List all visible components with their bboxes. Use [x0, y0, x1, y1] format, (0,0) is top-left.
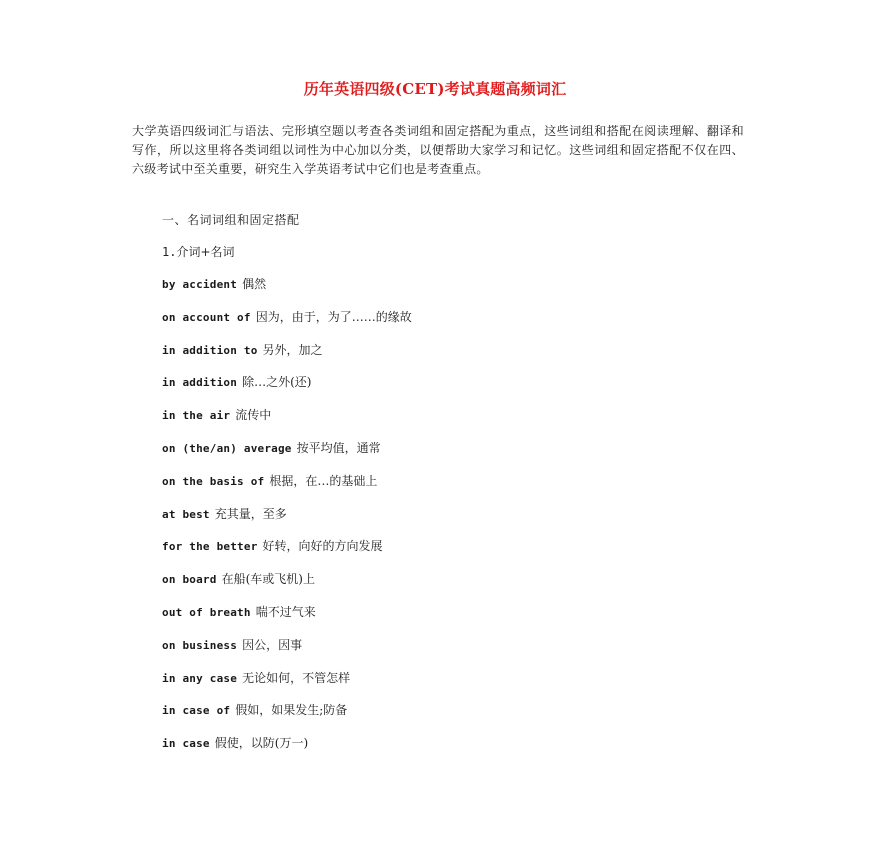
phrase-english: for the better	[162, 540, 258, 554]
phrase-chinese: 假如，如果发生;防备	[235, 703, 348, 718]
phrase-entry	[162, 407, 412, 440]
phrase-entry	[162, 571, 412, 604]
phrase-english: on board	[162, 573, 217, 587]
phrase-english: by accident	[162, 278, 238, 291]
phrase-chinese: 另外，加之	[262, 342, 323, 357]
intro-paragraph: 大学英语四级词汇与语法、完形填空题以考查各类词组和固定搭配为重点，这些词组和搭配在阅读理解、翻译和写作，所以这里将各类词组以词性为中心加以分类，以便帮助大家学习和记忆。这些词组和固定搭配不仅在四、六级考试中至关重要，研究生入学英语考试中它们也是考查重点。	[132, 124, 744, 176]
phrase-entry	[162, 374, 412, 407]
phrase-list	[162, 276, 412, 768]
phrase-entry	[162, 276, 412, 309]
phrase-entry	[162, 735, 412, 768]
phrase-chinese: 假使，以防(万一)	[214, 736, 309, 751]
phrase-chinese: 在船(车或飞机)上	[221, 572, 315, 587]
phrase-english: in any case	[162, 671, 238, 685]
phrase-entry	[162, 309, 412, 342]
phrase-chinese: 因为，由于，为了……的缘故	[255, 309, 412, 324]
phrase-english: in case of	[162, 704, 231, 718]
phrase-english: on the basis of	[162, 474, 265, 488]
subsection-number: 1.	[162, 245, 177, 259]
phrase-english: on account of	[162, 310, 251, 324]
phrase-chinese: 流传中	[235, 408, 272, 423]
subsection-heading	[162, 243, 235, 260]
phrase-chinese: 好转，向好的方向发展	[262, 539, 383, 554]
document-title: 历年英语四级(CET)考试真题高频词汇	[303, 80, 567, 98]
phrase-english: in addition	[162, 376, 238, 390]
phrase-entry	[162, 604, 412, 637]
phrase-entry	[162, 440, 412, 473]
phrase-chinese: 无论如何，不管怎样	[242, 670, 351, 685]
phrase-english: in addition to	[162, 343, 258, 357]
phrase-entry	[162, 702, 412, 735]
phrase-chinese: 偶然	[242, 277, 267, 291]
phrase-entry	[162, 538, 412, 571]
phrase-english: in case	[162, 737, 210, 751]
phrase-chinese: 按平均值，通常	[296, 440, 381, 455]
phrase-english: on (the/an) average	[162, 441, 292, 455]
phrase-chinese: 喘不过气来	[255, 604, 316, 619]
phrase-english: in the air	[162, 409, 231, 423]
phrase-entry	[162, 506, 412, 539]
phrase-entry	[162, 670, 412, 703]
phrase-english: out of breath	[162, 605, 251, 619]
phrase-chinese: 充其量，至多	[214, 506, 287, 521]
phrase-chinese: 除…之外(还)	[242, 375, 312, 390]
phrase-chinese: 因公，因事	[242, 637, 303, 652]
subsection-label: 介词+名词	[176, 245, 235, 259]
section-heading: 一、名词词组和固定搭配	[162, 213, 300, 227]
phrase-entry	[162, 342, 412, 375]
phrase-entry	[162, 637, 412, 670]
phrase-english: at best	[162, 507, 210, 521]
phrase-entry	[162, 473, 412, 506]
phrase-english: on business	[162, 638, 238, 652]
phrase-chinese: 根据，在…的基础上	[269, 473, 378, 488]
